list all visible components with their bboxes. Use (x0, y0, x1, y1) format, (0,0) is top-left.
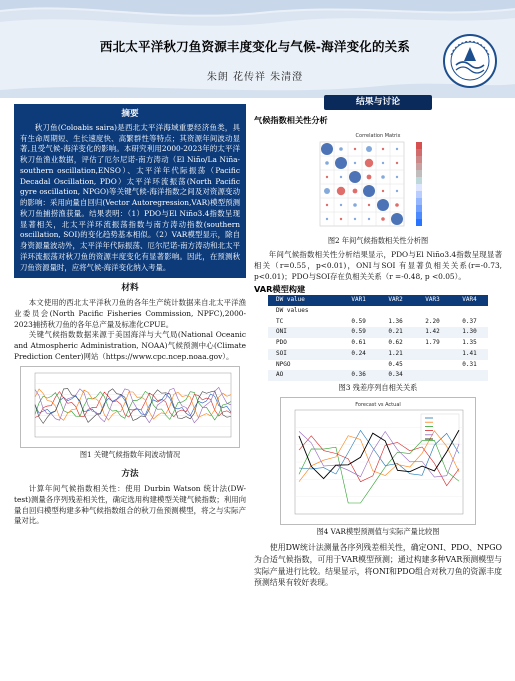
dw-col-header: VAR2 (388, 296, 403, 304)
dw-cell: 0.31 (462, 360, 477, 368)
dw-cell: 1.36 (388, 317, 403, 325)
dw-table-header-row (268, 295, 488, 306)
materials-paragraph-2: 关键气候指数数据来源于美国海洋与大气局(National Oceanic and Atmospheric Administration, NOAA)气候预测中心(Climate Prediction Center)网站（https://www.cpc.ncep.noaa.gov）。 (14, 330, 246, 361)
correlation-circle (381, 217, 385, 221)
dw-cell: 0.36 (351, 371, 366, 379)
dw-row-label: SOI (276, 349, 287, 357)
colorbar-segment (416, 156, 422, 163)
dw-col-header: VAR3 (425, 296, 440, 304)
dw-row-label: NPGO (276, 360, 291, 368)
header-banner (0, 0, 515, 98)
correlation-text: 年间气候指数相关性分析结果显示，PDO与El Niño3.4指数呈现显著相关（r=0.55，p<0.01)，ONI与SOI 有显著负相关关系(r=-0.73, p<0.01)；PDO与SOI存在负相关关系（r =-0.48, p <0.05）。 (254, 250, 502, 281)
dw-cell: 0.61 (351, 339, 366, 347)
correlation-circle (396, 148, 398, 150)
dw-cell: 0.59 (351, 317, 366, 325)
dw-row-label: AO (276, 371, 284, 379)
correlation-circle (353, 203, 357, 207)
dw-cell: 1.42 (425, 328, 440, 336)
dw-table-row (268, 338, 488, 349)
correlation-circle (340, 218, 342, 220)
correlation-circle (354, 162, 356, 164)
correlation-matrix-title: Correlation Matrix (355, 132, 401, 139)
correlation-circle (326, 204, 328, 206)
forecast-line-chart (281, 398, 475, 524)
dw-cell: 0.24 (351, 349, 366, 357)
figure-4-forecast-vs-actual (280, 397, 476, 525)
fig1-line-chart (21, 367, 239, 447)
correlation-circle (382, 190, 384, 192)
colorbar-segment (416, 177, 422, 184)
colorbar-segment (416, 212, 422, 219)
correlation-circle (339, 147, 343, 151)
var-text: 使用DW统计法测量各序列残差相关性，确定ONI、PDO、NPGO为合适气候指数，可用于VAR模型预测；通过构建多种VAR预测模型与实际产量进行比较。结果显示，将ONI和PDO组合对秋刀鱼的资源丰度预测结果有较好表现。 (254, 542, 502, 588)
figure-1-caption: 图1 关键气候指数年间波动情况 (79, 449, 181, 459)
dw-cell: 0.34 (388, 371, 403, 379)
dw-cell (451, 370, 488, 381)
dw-cell: 0.37 (462, 317, 477, 325)
correlation-circle (324, 188, 330, 194)
left-column (14, 104, 246, 527)
correlation-circle (395, 203, 399, 207)
correlation-circle (340, 204, 342, 206)
figure-3-caption: 图3 残差序列自相关关系 (338, 382, 418, 392)
dw-cell: 1.35 (462, 339, 477, 347)
correlation-circle (382, 162, 384, 164)
colorbar-segment (416, 205, 422, 212)
dw-row-label: TC (276, 317, 284, 325)
dw-col-header: VAR4 (462, 296, 477, 304)
dw-table-row (268, 317, 488, 328)
correlation-circle (321, 143, 333, 155)
correlation-circle (381, 175, 385, 179)
dw-cell: 2.20 (425, 317, 440, 325)
dw-table-row (268, 327, 488, 338)
colorbar-segment (416, 184, 422, 191)
abstract-heading: 摘要 (121, 109, 139, 119)
poster-title: 西北太平洋秋刀鱼资源丰度变化与气候-海洋变化的关系 (99, 39, 411, 54)
correlation-circle (365, 159, 373, 167)
figure-2-caption: 图2 年间气候指数相关性分析图 (327, 235, 429, 245)
dw-cell: 0.62 (388, 339, 403, 347)
correlation-circle (337, 187, 345, 195)
dw-cell: 0.21 (388, 328, 403, 336)
correlation-circle (326, 176, 328, 178)
dw-table-row (268, 360, 488, 371)
materials-paragraph-1: 本文使用的西北太平洋秋刀鱼的各年生产统计数据来自北太平洋渔业委员会(North Pacific Fisheries Commission, NPFC),2000-2023捕捞秋刀鱼的各年总产量及标准化CPUE。 (14, 298, 246, 329)
correlation-matrix-plot (298, 130, 458, 234)
dw-values-table (268, 295, 488, 381)
var-subheading: VAR模型构建 (254, 283, 306, 294)
fig1-series-line (35, 391, 231, 417)
correlation-circle (367, 174, 372, 179)
dw-table-subheader-row (268, 306, 488, 317)
abstract-panel (14, 104, 246, 278)
dw-cell (414, 370, 451, 381)
dw-table-row (268, 370, 488, 381)
correlation-circle (353, 188, 358, 193)
methods-text: 计算年间气候指数相关性：使用 Durbin Watson 统计法(DW-test)测量各序列残差相关性，确定选用构建模型关键气候指数；利用向量自回归模型构建多种气候指数组合的秋刀鱼预测模型，将之与实际产量对比。 (14, 484, 246, 526)
correlation-circle (335, 157, 347, 169)
university-seal-icon (442, 33, 498, 89)
correlation-circle (377, 199, 389, 211)
colorbar-segment (416, 191, 422, 198)
dw-cell: 1.79 (425, 339, 440, 347)
dw-row-label: PDO (276, 339, 287, 347)
dw-cell: 0.45 (388, 360, 403, 368)
correlation-circle (340, 176, 342, 178)
colorbar-segment (416, 142, 422, 149)
correlation-circle (366, 146, 372, 152)
abstract-text: 秋刀鱼(Coloabis saira)是西北太平洋海域重要经济鱼类，具有生命周期短、生长速度快、高繁群性等特点；其资源年间波动显著,且受气候-海洋变化的影响。本研究利用2000-2023年的太平洋秋刀鱼渔业数据，评估了厄尔尼诺-南方涛动（El Niño/La Niña-southern oscillation,ENSO）、太平洋年代际振荡（Pacific Decadal Oscillation, PDO）太平洋环流振荡(North Pacific gyre oscillation, NPGO)等关键气候-海洋指数之间及对资源变动的影响：采用向量自回归(Vector Autoregression,VAR)模型预测秋刀鱼捕捞渔获量。结果表明：（1）PDO与El Niño3.4指数呈现显著相关，北太平洋环流振荡指数与南方涛动指数(southern oscillation, SOI)的变化趋势基本相似。（2）VAR模型显示，除自身资源量波动外，太平洋年代际振荡、厄尔尼诺-南方涛动和北太平洋环流振荡对秋刀鱼的资源丰度变化有显著影响。因此，在预测秋刀鱼资源量时，应将气候-海洋变化纳入考量。 (20, 123, 240, 272)
correlation-circle (349, 171, 361, 183)
colorbar-segment (416, 163, 422, 170)
materials-heading: 材料 (121, 283, 139, 294)
figure-1-climate-indices (20, 366, 240, 448)
dw-table-row (268, 349, 488, 360)
correlation-circle (396, 190, 398, 192)
correlation-circle (396, 162, 398, 164)
right-column (254, 115, 502, 589)
correlation-circle (391, 213, 403, 225)
correlation-circle (368, 204, 370, 206)
colorbar-segment (416, 170, 422, 177)
author-list: 朱朗 花传祥 朱清澄 (206, 72, 304, 83)
correlation-circle (363, 185, 375, 197)
correlation-circle (354, 218, 356, 220)
dw-row-label: ONI (276, 328, 287, 336)
correlation-circle (325, 161, 329, 165)
dw-subheader-label: DW values (276, 307, 309, 315)
dw-col-header: DW value (276, 296, 305, 304)
dw-cell: 1.30 (462, 328, 477, 336)
correlation-circle (354, 148, 356, 150)
dw-cell (414, 360, 451, 371)
figure-2-correlation-matrix (298, 130, 458, 234)
dw-cell (414, 349, 451, 360)
colorbar-segment (416, 198, 422, 205)
dw-cell (340, 360, 377, 371)
dw-cell: 1.21 (388, 349, 403, 357)
dw-col-header: VAR1 (351, 296, 366, 304)
forecast-chart-title: Forecast vs Actual (355, 402, 401, 409)
colorbar-segment (416, 219, 422, 226)
dw-cell: 0.59 (351, 328, 366, 336)
correlation-circle (368, 218, 370, 220)
dw-cell: 1.41 (462, 349, 477, 357)
colorbar-segment (416, 149, 422, 156)
correlation-subheading: 气候指数相关性分析 (254, 115, 328, 125)
correlation-circle (382, 148, 384, 150)
correlation-circle (326, 218, 328, 220)
methods-heading: 方法 (121, 469, 139, 480)
figure-4-caption: 图4 VAR模型预测值与实际产量比较图 (316, 527, 440, 537)
correlation-circle (396, 176, 398, 178)
results-heading: 结果与讨论 (324, 95, 432, 110)
